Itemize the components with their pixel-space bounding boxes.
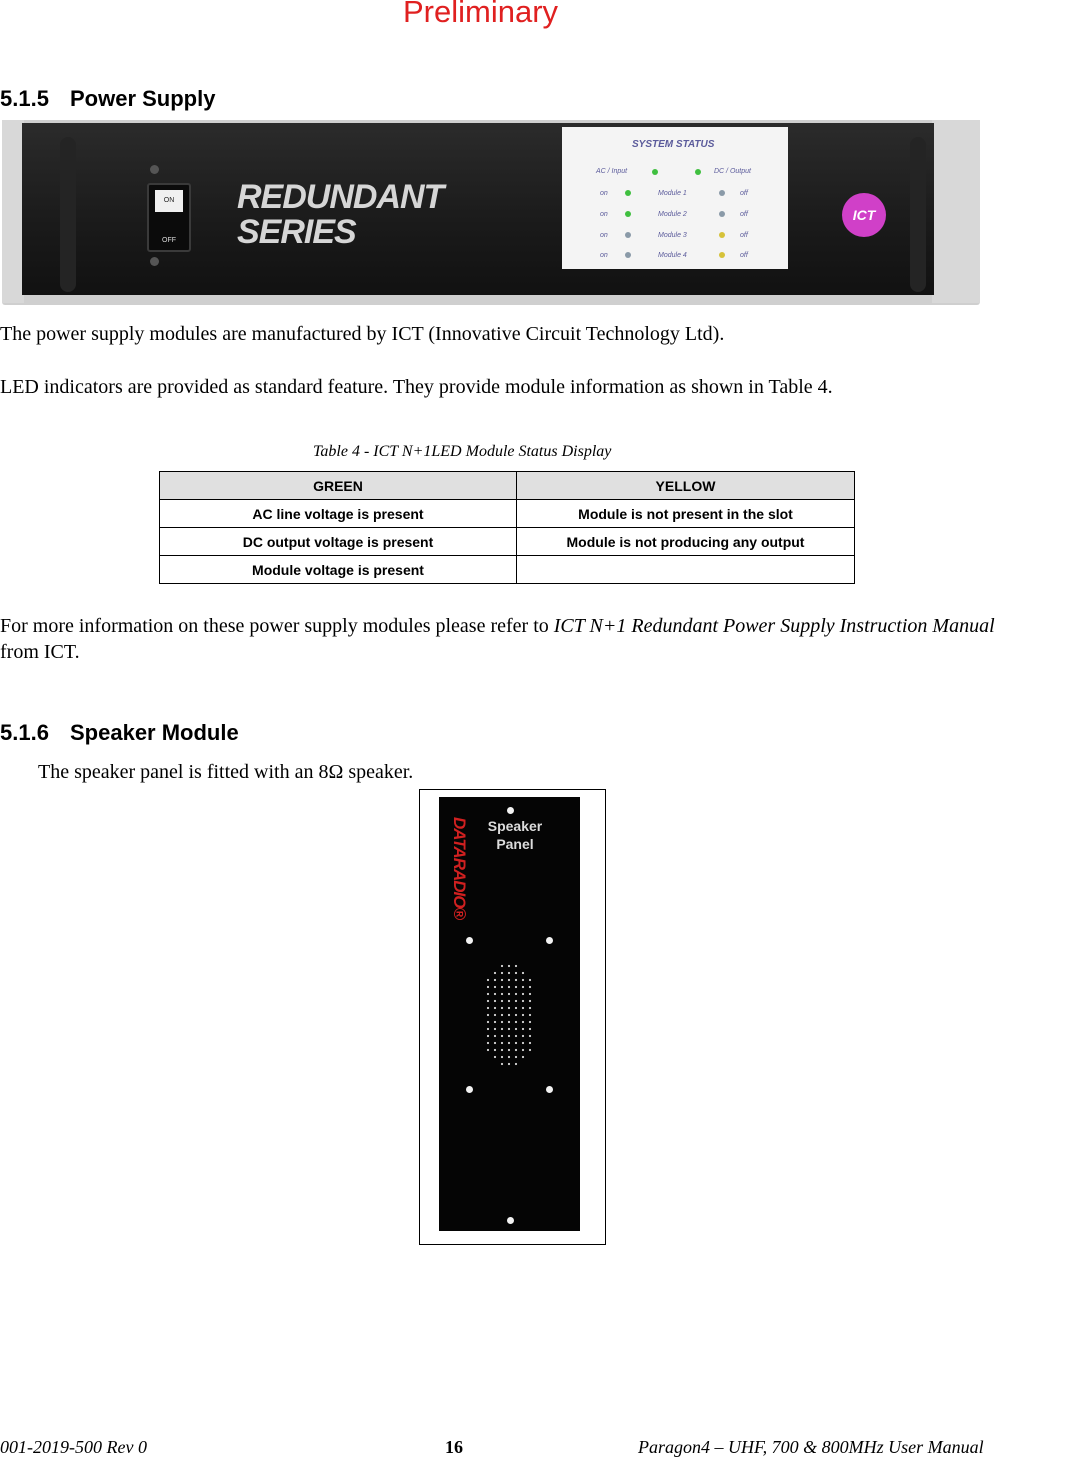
- led-icon: [652, 169, 658, 175]
- grille-dot: [522, 1049, 524, 1051]
- grille-dot: [494, 1021, 496, 1023]
- rack-ear-right: [932, 120, 980, 303]
- power-switch: [147, 183, 191, 252]
- label-line-1: Speaker: [487, 818, 543, 834]
- manual-reference: ICT N+1 Redundant Power Supply Instruction Manual: [553, 615, 995, 637]
- grille-dot: [522, 1000, 524, 1002]
- led-icon: [695, 169, 701, 175]
- grille-dot: [529, 1000, 531, 1002]
- section-title: Speaker Module: [70, 720, 239, 745]
- grille-dot: [494, 1056, 496, 1058]
- status-left: on: [600, 252, 608, 259]
- reference-prefix: For more information on these power supply modules please refer to: [0, 615, 554, 637]
- grille-dot: [501, 1042, 503, 1044]
- grille-dot: [494, 1042, 496, 1044]
- grille-dot: [508, 1000, 510, 1002]
- grille-dot: [501, 1000, 503, 1002]
- grille-dot: [508, 1056, 510, 1058]
- table-cell: Module is not producing any output: [517, 528, 855, 556]
- grille-dot: [522, 972, 524, 974]
- grille-dot: [501, 979, 503, 981]
- grille-dot: [515, 1063, 517, 1065]
- grille-dot: [501, 1021, 503, 1023]
- grille-dot: [529, 1028, 531, 1030]
- table-cell: [517, 556, 855, 584]
- led-status-table: [159, 471, 855, 584]
- section-title: Power Supply: [70, 86, 216, 111]
- paragraph-reference: [0, 613, 1000, 665]
- grille-dot: [529, 993, 531, 995]
- grille-dot: [508, 1028, 510, 1030]
- grille-dot: [508, 1049, 510, 1051]
- dataradio-logo: DATARADIO®: [450, 817, 469, 919]
- grille-dot: [494, 1014, 496, 1016]
- grille-dot: [487, 1042, 489, 1044]
- led-icon: [625, 252, 631, 258]
- reference-suffix: from ICT.: [0, 641, 80, 663]
- grille-dot: [522, 986, 524, 988]
- grille-dot: [494, 993, 496, 995]
- grille-dot: [515, 1000, 517, 1002]
- grille-dot: [529, 1049, 531, 1051]
- grille-dot: [487, 993, 489, 995]
- grille-dot: [494, 1035, 496, 1037]
- grille-dot: [515, 1035, 517, 1037]
- table-cell: Module is not present in the slot: [517, 500, 855, 528]
- grille-dot: [487, 1049, 489, 1051]
- grille-dot: [529, 1035, 531, 1037]
- grille-dot: [487, 1014, 489, 1016]
- table-header-cell: YELLOW: [517, 472, 855, 500]
- footer-doc-number: 001-2019-500 Rev 0: [0, 1437, 147, 1457]
- mounting-hole: [466, 1086, 473, 1093]
- rack-ear-left: [2, 120, 24, 303]
- led-icon: [625, 190, 631, 196]
- brand-text: [237, 180, 443, 250]
- handle-right: [910, 137, 926, 292]
- mounting-hole: [507, 807, 514, 814]
- grille-dot: [501, 1063, 503, 1065]
- led-icon: [719, 232, 725, 238]
- table-row: [160, 528, 855, 556]
- grille-dot: [529, 979, 531, 981]
- status-right: off: [740, 252, 748, 259]
- table-cell: AC line voltage is present: [160, 500, 517, 528]
- grille-dot: [501, 1007, 503, 1009]
- table-row: [160, 500, 855, 528]
- grille-dot: [494, 972, 496, 974]
- grille-dot: [501, 1014, 503, 1016]
- grille-dot: [508, 979, 510, 981]
- grille-dot: [529, 986, 531, 988]
- grille-dot: [522, 1028, 524, 1030]
- led-icon: [719, 211, 725, 217]
- paragraph: LED indicators are provided as standard feature. They provide module information as shown in Table 4.: [0, 376, 833, 398]
- grille-dot: [501, 965, 503, 967]
- mounting-hole: [546, 937, 553, 944]
- grille-dot: [494, 979, 496, 981]
- status-module: Module 2: [658, 211, 687, 218]
- grille-dot: [487, 1021, 489, 1023]
- power-supply-photo: [2, 120, 980, 305]
- grille-dot: [501, 1028, 503, 1030]
- system-status-panel: [562, 127, 788, 269]
- footer-page-number: 16: [445, 1437, 463, 1457]
- speaker-panel: [439, 797, 580, 1231]
- grille-dot: [501, 1049, 503, 1051]
- grille-dot: [515, 1028, 517, 1030]
- grille-dot: [508, 965, 510, 967]
- table-header-cell: GREEN: [160, 472, 517, 500]
- grille-dot: [515, 1056, 517, 1058]
- grille-dot: [508, 1063, 510, 1065]
- brand-line-2: SERIES: [237, 213, 356, 251]
- grille-dot: [501, 972, 503, 974]
- speaker-panel-label: [479, 817, 551, 853]
- grille-dot: [515, 1014, 517, 1016]
- grille-dot: [487, 1028, 489, 1030]
- grille-dot: [487, 1007, 489, 1009]
- led-icon: [719, 190, 725, 196]
- grille-dot: [494, 1028, 496, 1030]
- grille-dot: [529, 1014, 531, 1016]
- grille-dot: [494, 986, 496, 988]
- brand-line-1: REDUNDANT: [237, 178, 444, 216]
- grille-dot: [522, 1007, 524, 1009]
- grille-dot: [501, 1035, 503, 1037]
- status-left: on: [600, 211, 608, 218]
- section-number: 5.1.5: [0, 86, 49, 111]
- status-right: off: [740, 232, 748, 239]
- grille-dot: [522, 993, 524, 995]
- grille-dot: [494, 1007, 496, 1009]
- section-heading-speaker-module: [0, 720, 239, 746]
- grille-dot: [515, 1042, 517, 1044]
- table-header-row: [160, 472, 855, 500]
- grille-dot: [522, 1014, 524, 1016]
- grille-dot: [515, 1007, 517, 1009]
- grille-dot: [515, 1021, 517, 1023]
- grille-dot: [494, 1049, 496, 1051]
- grille-dot: [501, 1056, 503, 1058]
- label-line-2: Panel: [496, 836, 534, 852]
- screw: [150, 165, 159, 174]
- status-left: on: [600, 190, 608, 197]
- ict-logo: ICT: [842, 193, 886, 237]
- grille-dot: [515, 1049, 517, 1051]
- preliminary-watermark: Preliminary: [403, 0, 559, 29]
- grille-dot: [522, 1056, 524, 1058]
- grille-dot: [522, 979, 524, 981]
- speaker-panel-figure: [419, 789, 606, 1245]
- grille-dot: [529, 1007, 531, 1009]
- status-right: off: [740, 211, 748, 218]
- status-module: Module 3: [658, 232, 687, 239]
- grille-dot: [508, 1007, 510, 1009]
- section-heading-power-supply: [0, 86, 215, 112]
- dc-output-header: DC / Output: [714, 168, 751, 175]
- grille-dot: [515, 979, 517, 981]
- grille-dot: [508, 993, 510, 995]
- section-number: 5.1.6: [0, 720, 49, 745]
- table-caption: Table 4 - ICT N+1LED Module Status Display: [313, 443, 612, 460]
- grille-dot: [515, 972, 517, 974]
- grille-dot: [515, 965, 517, 967]
- speaker-grille-icon: [484, 962, 534, 1072]
- screw: [150, 257, 159, 266]
- grille-dot: [522, 1021, 524, 1023]
- switch-off-label: OFF: [162, 237, 176, 244]
- switch-on-label: ON: [155, 190, 183, 212]
- status-title: SYSTEM STATUS: [632, 139, 715, 150]
- grille-dot: [508, 1021, 510, 1023]
- status-module: Module 4: [658, 252, 687, 259]
- grille-dot: [487, 1000, 489, 1002]
- mounting-hole: [466, 937, 473, 944]
- grille-dot: [529, 1042, 531, 1044]
- led-icon: [625, 232, 631, 238]
- led-icon: [625, 211, 631, 217]
- grille-dot: [487, 979, 489, 981]
- grille-dot: [487, 986, 489, 988]
- grille-dot: [515, 986, 517, 988]
- grille-dot: [508, 972, 510, 974]
- grille-dot: [508, 1035, 510, 1037]
- paragraph: The speaker panel is fitted with an 8Ω speaker.: [38, 761, 414, 783]
- grille-dot: [487, 1035, 489, 1037]
- grille-dot: [529, 1021, 531, 1023]
- led-icon: [719, 252, 725, 258]
- table-row: [160, 556, 855, 584]
- footer-manual-title: Paragon4 – UHF, 700 & 800MHz User Manual: [638, 1437, 984, 1457]
- mounting-hole: [507, 1217, 514, 1224]
- power-supply-front-panel: [22, 123, 934, 295]
- paragraph: The power supply modules are manufactured by ICT (Innovative Circuit Technology Ltd).: [0, 323, 725, 345]
- grille-dot: [522, 1042, 524, 1044]
- grille-dot: [515, 993, 517, 995]
- status-right: off: [740, 190, 748, 197]
- grille-dot: [508, 1042, 510, 1044]
- grille-dot: [494, 1000, 496, 1002]
- status-module: Module 1: [658, 190, 687, 197]
- grille-dot: [501, 993, 503, 995]
- mounting-hole: [546, 1086, 553, 1093]
- grille-dot: [508, 986, 510, 988]
- handle-left: [60, 137, 76, 292]
- table-cell: Module voltage is present: [160, 556, 517, 584]
- status-left: on: [600, 232, 608, 239]
- table-cell: DC output voltage is present: [160, 528, 517, 556]
- grille-dot: [508, 1014, 510, 1016]
- grille-dot: [501, 986, 503, 988]
- grille-dot: [522, 1035, 524, 1037]
- ac-input-header: AC / Input: [596, 168, 628, 175]
